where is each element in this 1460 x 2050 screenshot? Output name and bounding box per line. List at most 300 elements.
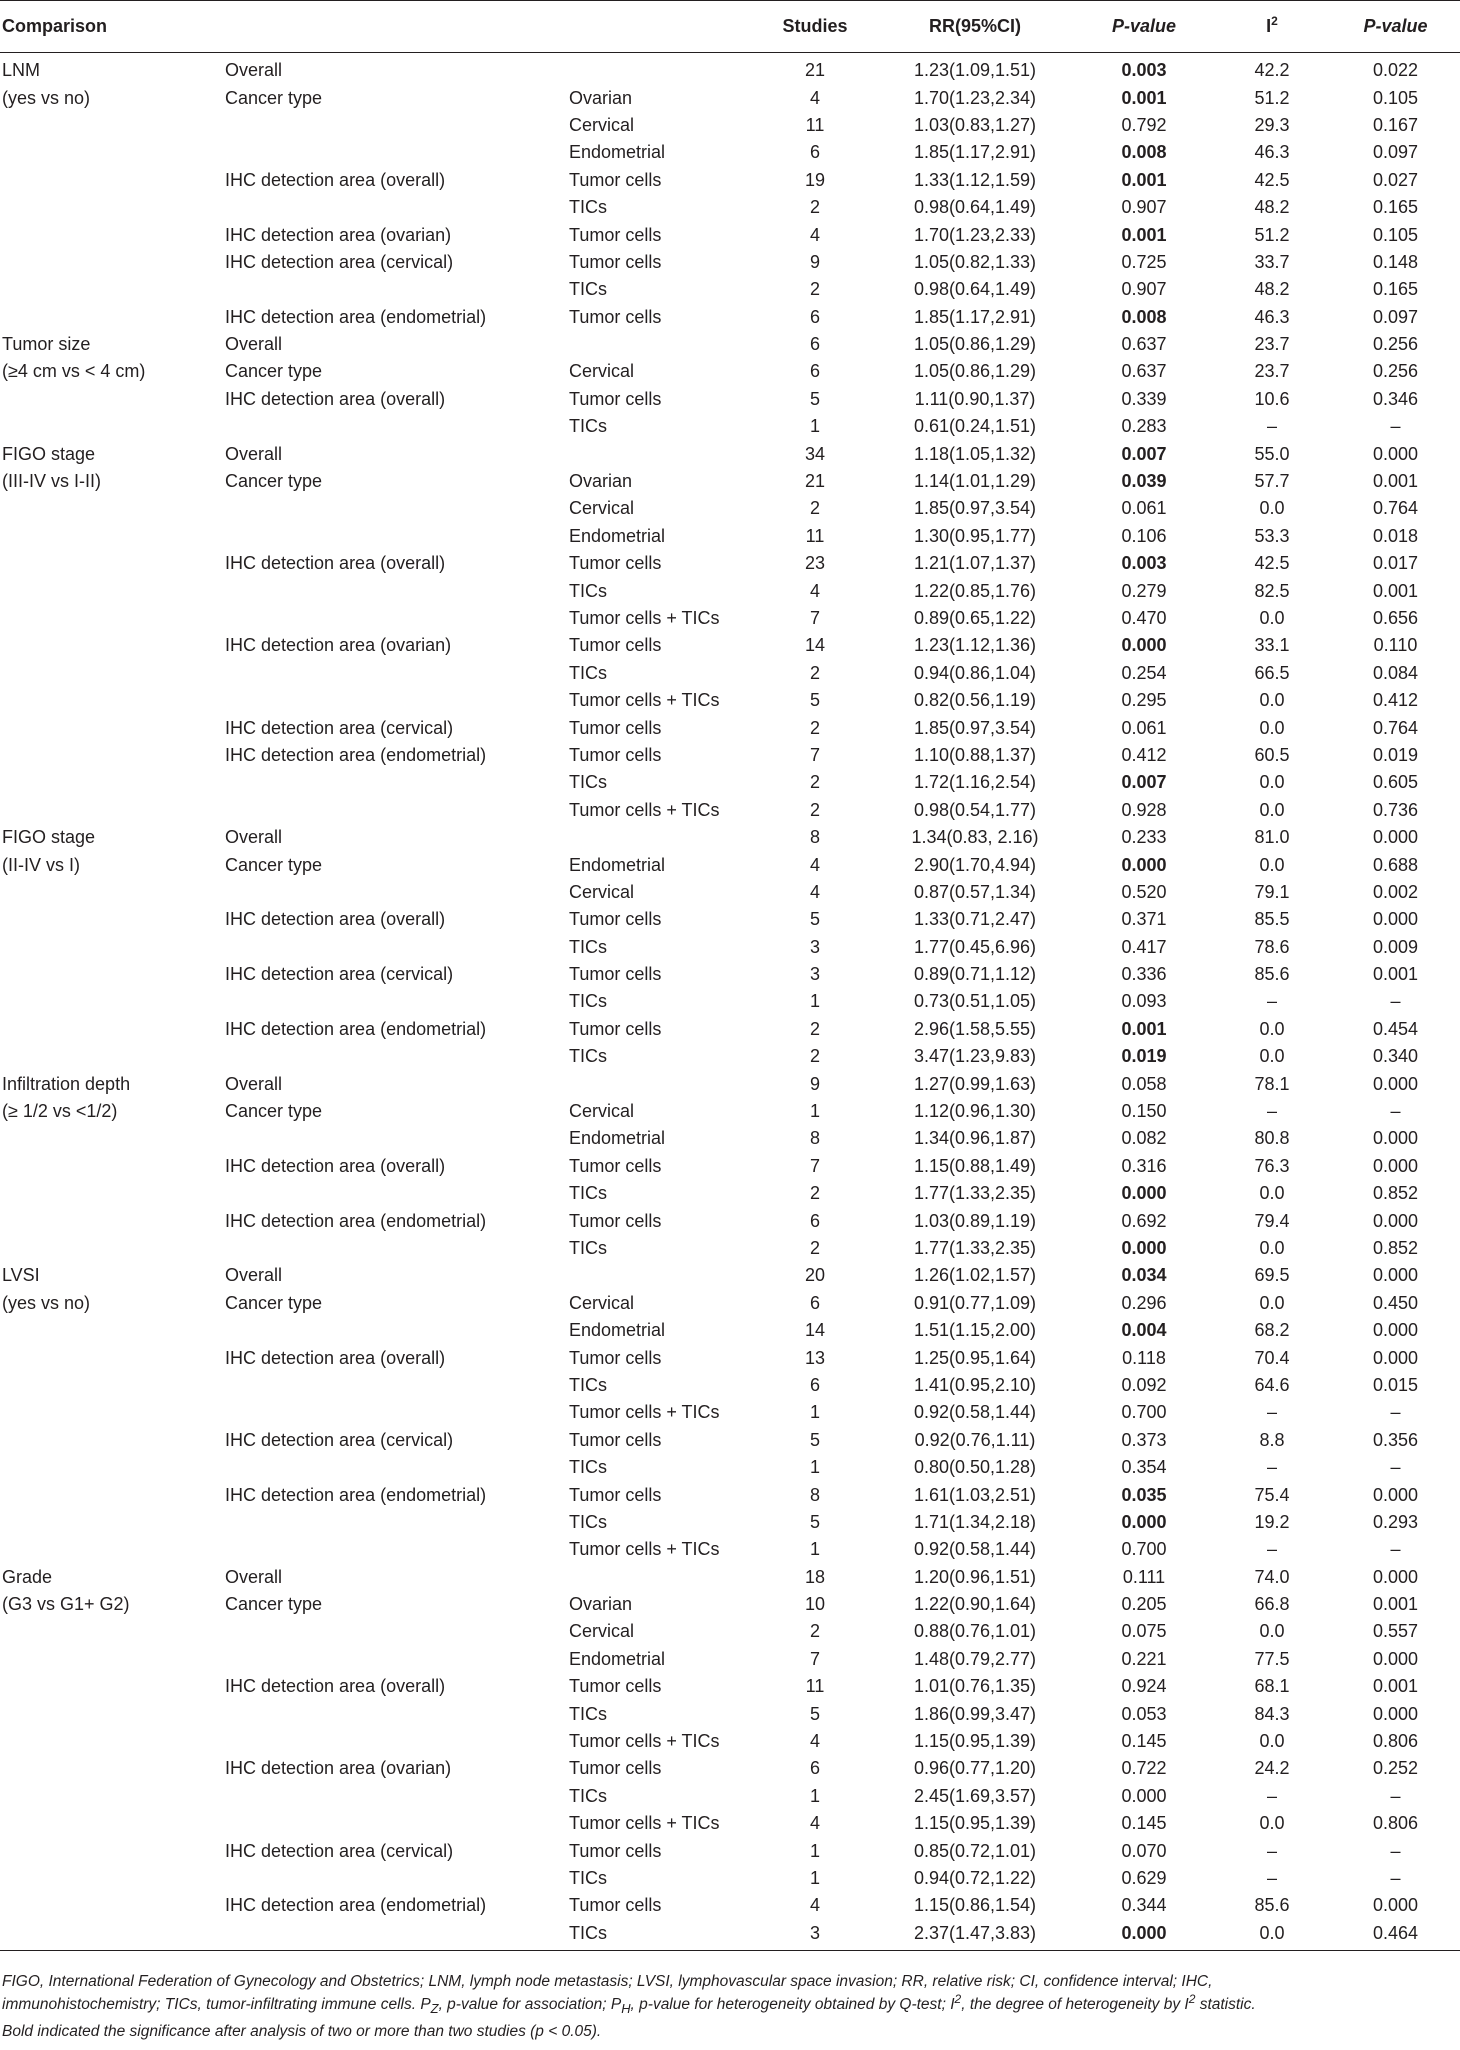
rr-cell: 0.87(0.57,1.34) bbox=[913, 881, 1037, 902]
i2-cell: 42.2 bbox=[1254, 60, 1290, 81]
i2-cell: – bbox=[1266, 1840, 1277, 1861]
header-p-value-text: P-value bbox=[1111, 16, 1177, 36]
category-cell bbox=[569, 1070, 755, 1097]
table-row bbox=[0, 1317, 1460, 1344]
rr-cell: 0.96(0.77,1.20) bbox=[913, 1758, 1037, 1779]
i2-cell: 85.6 bbox=[1254, 964, 1290, 985]
p-value-cell: 0.082 bbox=[1121, 1128, 1167, 1149]
table-row bbox=[0, 742, 1460, 769]
i2-cell: 80.8 bbox=[1254, 1128, 1290, 1149]
rr-cell: 0.98(0.64,1.49) bbox=[913, 197, 1037, 218]
studies-cell: 3 bbox=[755, 1920, 875, 1951]
category-cell: TICs bbox=[569, 1703, 607, 1724]
p-value-cell: 0.000 bbox=[1121, 635, 1167, 656]
subgroup-cell bbox=[225, 1235, 569, 1262]
rr-cell: 1.22(0.85,1.76) bbox=[913, 580, 1037, 601]
i2-cell: 60.5 bbox=[1254, 744, 1290, 765]
p-heterogeneity-cell: 0.000 bbox=[1372, 909, 1419, 930]
i2-cell: – bbox=[1266, 1101, 1277, 1122]
category-cell: Tumor cells bbox=[569, 306, 662, 327]
category-cell bbox=[569, 440, 755, 467]
p-heterogeneity-cell: 0.027 bbox=[1372, 169, 1419, 190]
subgroup-cell: IHC detection area (endometrial) bbox=[225, 306, 487, 327]
i2-cell: 68.2 bbox=[1254, 1320, 1290, 1341]
p-value-cell: 0.907 bbox=[1121, 279, 1167, 300]
category-cell: Tumor cells bbox=[569, 1484, 662, 1505]
i2-cell: 85.6 bbox=[1254, 1895, 1290, 1916]
comparison-cell: FIGO stage bbox=[2, 443, 96, 464]
studies-cell: 4 bbox=[809, 580, 820, 601]
p-value-cell: 0.004 bbox=[1121, 1320, 1167, 1341]
comparison-cell bbox=[0, 1317, 225, 1344]
table-row bbox=[0, 1481, 1460, 1508]
studies-cell: 6 bbox=[809, 306, 820, 327]
i2-cell: – bbox=[1266, 1402, 1277, 1423]
rr-cell: 1.77(1.33,2.35) bbox=[913, 1183, 1037, 1204]
comparison-cell bbox=[0, 1207, 225, 1234]
p-value-cell: 0.928 bbox=[1121, 799, 1167, 820]
studies-cell: 11 bbox=[805, 1676, 825, 1697]
table-row bbox=[0, 276, 1460, 303]
table-row bbox=[0, 1700, 1460, 1727]
rr-cell: 1.05(0.86,1.29) bbox=[913, 361, 1037, 382]
category-cell: Tumor cells + TICs bbox=[569, 608, 720, 628]
comparison-cell bbox=[0, 1837, 225, 1864]
category-cell: TICs bbox=[569, 1183, 607, 1204]
comparison-cell bbox=[0, 1043, 225, 1070]
rr-cell: 1.86(0.99,3.47) bbox=[913, 1703, 1037, 1724]
p-value-cell: 0.007 bbox=[1121, 443, 1167, 464]
table-row bbox=[0, 1892, 1460, 1919]
i2-cell: 0.0 bbox=[1259, 854, 1285, 875]
subgroup-cell bbox=[225, 797, 569, 824]
p-heterogeneity-cell: 0.105 bbox=[1372, 224, 1419, 245]
rr-cell: 1.03(0.83,1.27) bbox=[913, 114, 1037, 135]
table-row bbox=[0, 1372, 1460, 1399]
studies-cell: 19 bbox=[804, 169, 826, 190]
header-blank-2 bbox=[569, 1, 755, 53]
p-value-cell: 0.008 bbox=[1121, 306, 1167, 327]
header-i2-text: I bbox=[1266, 16, 1272, 36]
table-row bbox=[0, 1098, 1460, 1125]
comparison-cell bbox=[0, 934, 225, 961]
category-cell: Tumor cells bbox=[569, 964, 662, 985]
comparison-cell: (≥ 1/2 vs <1/2) bbox=[2, 1101, 118, 1122]
p-value-cell: 0.039 bbox=[1121, 471, 1167, 492]
studies-cell: 4 bbox=[809, 1731, 820, 1752]
table-row bbox=[0, 1755, 1460, 1782]
header-row bbox=[0, 1, 1460, 53]
table-row bbox=[0, 879, 1460, 906]
rr-cell: 0.82(0.56,1.19) bbox=[913, 690, 1037, 711]
studies-cell: 4 bbox=[809, 87, 820, 108]
i2-cell: 23.7 bbox=[1254, 334, 1290, 355]
footnote-line-2 bbox=[2, 1993, 1457, 2020]
p-value-cell: 0.118 bbox=[1122, 1347, 1166, 1368]
p-heterogeneity-cell: 0.356 bbox=[1372, 1429, 1419, 1450]
category-cell: Cervical bbox=[569, 881, 635, 902]
i2-cell: 0.0 bbox=[1259, 1292, 1285, 1313]
rr-cell: 0.73(0.51,1.05) bbox=[913, 991, 1037, 1012]
p-heterogeneity-cell: – bbox=[1390, 1785, 1401, 1806]
comparison-cell: (III-IV vs I-II) bbox=[2, 471, 101, 492]
header-p-heterogeneity bbox=[1331, 1, 1460, 53]
table-row bbox=[0, 577, 1460, 604]
p-value-cell: 0.145 bbox=[1121, 1731, 1167, 1752]
comparison-cell bbox=[0, 1125, 225, 1152]
studies-cell: 14 bbox=[804, 1320, 826, 1341]
category-cell: Ovarian bbox=[569, 471, 633, 492]
i2-cell: – bbox=[1266, 416, 1277, 437]
p-heterogeneity-cell: 0.000 bbox=[1372, 1484, 1419, 1505]
i2-cell: 0.0 bbox=[1259, 1046, 1285, 1067]
comparison-cell bbox=[0, 1673, 225, 1700]
comparison-cell bbox=[0, 714, 225, 741]
category-cell: TICs bbox=[569, 1785, 607, 1806]
comparison-cell bbox=[0, 742, 225, 769]
p-value-cell: 0.373 bbox=[1121, 1429, 1167, 1450]
p-heterogeneity-cell: 0.018 bbox=[1372, 525, 1419, 546]
p-value-cell: 0.000 bbox=[1121, 1785, 1167, 1806]
i2-cell: 79.4 bbox=[1254, 1210, 1290, 1231]
studies-cell: 21 bbox=[804, 60, 826, 81]
p-value-cell: 0.035 bbox=[1121, 1484, 1167, 1505]
p-heterogeneity-cell: 0.165 bbox=[1372, 197, 1419, 218]
table-row bbox=[0, 358, 1460, 385]
studies-cell: 6 bbox=[809, 1374, 820, 1395]
i2-cell: 79.1 bbox=[1254, 881, 1290, 902]
category-cell: Cervical bbox=[569, 361, 635, 382]
category-cell: Tumor cells + TICs bbox=[569, 1402, 720, 1423]
i2-cell: 0.0 bbox=[1259, 498, 1285, 519]
header-p-value bbox=[1075, 1, 1213, 53]
subgroup-cell bbox=[225, 1180, 569, 1207]
comparison-cell: (yes vs no) bbox=[2, 1292, 91, 1313]
studies-cell: 8 bbox=[809, 1128, 820, 1149]
p-value-cell: 0.221 bbox=[1121, 1648, 1167, 1669]
comparison-cell bbox=[0, 605, 225, 632]
table-row bbox=[0, 1454, 1460, 1481]
comparison-cell bbox=[0, 112, 225, 139]
subgroup-cell: Cancer type bbox=[225, 854, 323, 875]
subgroup-cell: Overall bbox=[225, 1566, 283, 1587]
i2-cell: 82.5 bbox=[1254, 580, 1290, 601]
p-value-cell: 0.924 bbox=[1121, 1676, 1167, 1697]
category-cell: Cervical bbox=[569, 1621, 635, 1642]
subgroup-cell bbox=[225, 1700, 569, 1727]
p-heterogeneity-cell: 0.001 bbox=[1372, 1676, 1419, 1697]
table-row bbox=[0, 221, 1460, 248]
p-heterogeneity-cell: 0.656 bbox=[1372, 608, 1419, 628]
studies-cell: 11 bbox=[805, 114, 825, 135]
header-rr: RR(95%CI) bbox=[875, 1, 1075, 53]
rr-cell: 1.10(0.88,1.37) bbox=[913, 744, 1037, 765]
table-row bbox=[0, 112, 1460, 139]
category-cell: TICs bbox=[569, 416, 607, 437]
subgroup-cell bbox=[225, 1536, 569, 1563]
comparison-cell bbox=[0, 1180, 225, 1207]
i2-cell: 53.3 bbox=[1254, 525, 1290, 546]
p-value-cell: 0.792 bbox=[1121, 114, 1167, 135]
rr-cell: 0.98(0.54,1.77) bbox=[913, 799, 1037, 820]
rr-cell: 1.48(0.79,2.77) bbox=[913, 1648, 1037, 1669]
table-row bbox=[0, 1344, 1460, 1371]
header-blank-1 bbox=[225, 1, 569, 53]
p-heterogeneity-cell: 0.167 bbox=[1372, 114, 1419, 135]
studies-cell: 7 bbox=[809, 1648, 820, 1669]
p-heterogeneity-cell: 0.000 bbox=[1372, 1073, 1419, 1094]
i2-cell: 48.2 bbox=[1254, 279, 1290, 300]
studies-cell: 11 bbox=[805, 525, 825, 546]
comparison-cell: FIGO stage bbox=[2, 827, 96, 848]
table-row bbox=[0, 961, 1460, 988]
table-row bbox=[0, 413, 1460, 440]
table-row bbox=[0, 331, 1460, 358]
comparison-cell bbox=[0, 249, 225, 276]
category-cell: TICs bbox=[569, 936, 607, 957]
table-row bbox=[0, 53, 1460, 85]
rr-cell: 1.77(0.45,6.96) bbox=[913, 936, 1037, 957]
table-row bbox=[0, 660, 1460, 687]
subgroup-cell bbox=[225, 139, 569, 166]
category-cell bbox=[569, 824, 755, 851]
studies-cell: 2 bbox=[809, 717, 820, 738]
p-heterogeneity-cell: 0.001 bbox=[1372, 1594, 1419, 1615]
category-cell: TICs bbox=[569, 279, 607, 300]
p-heterogeneity-cell: 0.852 bbox=[1372, 1237, 1419, 1258]
comparison-cell: LVSI bbox=[2, 1265, 40, 1286]
category-cell: TICs bbox=[569, 1457, 607, 1478]
p-heterogeneity-cell: – bbox=[1390, 1457, 1401, 1478]
studies-cell: 1 bbox=[809, 1867, 820, 1888]
header-i2-sup: 2 bbox=[1271, 14, 1278, 28]
p-value-cell: 0.001 bbox=[1121, 224, 1167, 245]
p-value-cell: 0.907 bbox=[1121, 197, 1167, 218]
p-heterogeneity-cell: 0.000 bbox=[1372, 1895, 1419, 1916]
footnote-i2-sup: 2 bbox=[954, 1991, 962, 2006]
category-cell bbox=[569, 53, 755, 85]
table-row bbox=[0, 495, 1460, 522]
i2-cell: 0.0 bbox=[1259, 772, 1285, 793]
comparison-cell bbox=[0, 1755, 225, 1782]
subgroup-cell: IHC detection area (cervical) bbox=[225, 1429, 454, 1450]
subgroup-cell: IHC detection area (overall) bbox=[225, 169, 446, 190]
p-heterogeneity-cell: 0.340 bbox=[1372, 1046, 1419, 1067]
i2-cell: – bbox=[1266, 991, 1277, 1012]
i2-cell: – bbox=[1266, 1785, 1277, 1806]
rr-cell: 1.71(1.34,2.18) bbox=[913, 1511, 1037, 1532]
i2-cell: 48.2 bbox=[1254, 197, 1290, 218]
p-value-cell: 0.106 bbox=[1121, 525, 1167, 546]
i2-cell: 0.0 bbox=[1259, 1237, 1285, 1258]
i2-cell: 0.0 bbox=[1259, 1018, 1285, 1039]
category-cell: Cervical bbox=[569, 114, 635, 135]
comparison-cell bbox=[0, 1427, 225, 1454]
studies-cell: 2 bbox=[809, 498, 820, 519]
p-value-cell: 0.295 bbox=[1121, 690, 1167, 711]
subgroup-cell: Overall bbox=[225, 1265, 283, 1286]
studies-cell: 7 bbox=[809, 608, 820, 628]
p-heterogeneity-cell: 0.001 bbox=[1372, 580, 1419, 601]
studies-cell: 4 bbox=[809, 854, 820, 875]
footnote-pz-sub: Z bbox=[430, 2001, 439, 2017]
p-heterogeneity-cell: 0.001 bbox=[1372, 471, 1419, 492]
comparison-cell bbox=[0, 1344, 225, 1371]
p-value-cell: 0.001 bbox=[1121, 169, 1167, 190]
subgroup-cell bbox=[225, 1399, 569, 1426]
subgroup-cell bbox=[225, 194, 569, 221]
subgroup-cell: Overall bbox=[225, 334, 283, 355]
subgroup-cell bbox=[225, 1317, 569, 1344]
subgroup-cell: IHC detection area (endometrial) bbox=[225, 1210, 487, 1231]
i2-cell: 0.0 bbox=[1259, 717, 1285, 738]
table-row bbox=[0, 906, 1460, 933]
comparison-cell bbox=[0, 769, 225, 796]
category-cell: Tumor cells + TICs bbox=[569, 690, 720, 711]
category-cell bbox=[569, 1563, 755, 1590]
studies-cell: 1 bbox=[809, 1539, 820, 1560]
studies-cell: 4 bbox=[809, 1813, 820, 1834]
rr-cell: 1.30(0.95,1.77) bbox=[913, 525, 1037, 546]
p-value-cell: 0.007 bbox=[1121, 772, 1167, 793]
category-cell: Cervical bbox=[569, 498, 635, 519]
comparison-cell bbox=[0, 879, 225, 906]
category-cell: TICs bbox=[569, 1511, 607, 1532]
subgroup-cell: Cancer type bbox=[225, 1292, 323, 1313]
rr-cell: 2.90(1.70,4.94) bbox=[913, 854, 1037, 875]
rr-cell: 1.01(0.76,1.35) bbox=[913, 1676, 1037, 1697]
studies-cell: 9 bbox=[809, 1073, 820, 1094]
comparison-cell bbox=[0, 988, 225, 1015]
comparison-cell: LNM bbox=[2, 60, 41, 81]
p-heterogeneity-cell: 0.000 bbox=[1372, 443, 1419, 464]
table-row bbox=[0, 1125, 1460, 1152]
subgroup-cell: Cancer type bbox=[225, 87, 323, 108]
p-heterogeneity-cell: 0.806 bbox=[1372, 1813, 1419, 1834]
subgroup-cell bbox=[225, 413, 569, 440]
table-row bbox=[0, 988, 1460, 1015]
i2-cell: 33.7 bbox=[1254, 251, 1290, 272]
rr-cell: 0.91(0.77,1.09) bbox=[913, 1292, 1037, 1313]
rr-cell: 0.92(0.58,1.44) bbox=[913, 1402, 1037, 1423]
comparison-cell bbox=[0, 1810, 225, 1837]
rr-cell: 1.20(0.96,1.51) bbox=[913, 1566, 1037, 1587]
table-body bbox=[0, 53, 1460, 1951]
studies-cell: 5 bbox=[809, 1429, 820, 1450]
p-heterogeneity-cell: – bbox=[1390, 991, 1401, 1012]
table-row bbox=[0, 1509, 1460, 1536]
subgroup-cell: Overall bbox=[225, 60, 283, 81]
category-cell: TICs bbox=[569, 1374, 607, 1395]
comparison-cell bbox=[0, 550, 225, 577]
rr-cell: 1.85(1.17,2.91) bbox=[913, 142, 1037, 163]
rr-cell: 0.92(0.58,1.44) bbox=[913, 1539, 1037, 1560]
comparison-cell: (II-IV vs I) bbox=[2, 854, 80, 875]
studies-cell: 18 bbox=[804, 1566, 826, 1587]
rr-cell: 1.77(1.33,2.35) bbox=[913, 1237, 1037, 1258]
studies-cell: 7 bbox=[809, 744, 820, 765]
category-cell bbox=[569, 1262, 755, 1289]
i2-cell: 68.1 bbox=[1254, 1676, 1290, 1697]
subgroup-cell: IHC detection area (overall) bbox=[225, 909, 446, 930]
subgroup-cell: Cancer type bbox=[225, 1594, 323, 1615]
studies-cell: 1 bbox=[809, 1457, 820, 1478]
subgroup-cell bbox=[225, 769, 569, 796]
p-heterogeneity-cell: – bbox=[1390, 1539, 1401, 1560]
p-heterogeneity-cell: 0.105 bbox=[1372, 87, 1419, 108]
studies-cell: 2 bbox=[809, 1621, 820, 1642]
category-cell: Tumor cells bbox=[569, 388, 662, 409]
p-heterogeneity-cell: 0.000 bbox=[1372, 1128, 1419, 1149]
category-cell: Tumor cells bbox=[569, 909, 662, 930]
i2-cell: 10.6 bbox=[1254, 388, 1290, 409]
studies-cell: 2 bbox=[809, 1046, 820, 1067]
category-cell: Tumor cells bbox=[569, 1347, 662, 1368]
table-row bbox=[0, 1399, 1460, 1426]
subgroup-cell bbox=[225, 660, 569, 687]
i2-cell: 0.0 bbox=[1259, 1621, 1285, 1642]
subgroup-cell: IHC detection area (cervical) bbox=[225, 1840, 454, 1861]
rr-cell: 1.11(0.90,1.37) bbox=[914, 388, 1036, 409]
comparison-cell: Grade bbox=[2, 1566, 53, 1587]
studies-cell: 3 bbox=[809, 964, 820, 985]
subgroup-cell bbox=[225, 495, 569, 522]
rr-cell: 1.23(1.12,1.36) bbox=[913, 635, 1037, 656]
category-cell: TICs bbox=[569, 1046, 607, 1067]
rr-cell: 0.89(0.71,1.12) bbox=[913, 964, 1037, 985]
comparison-cell: (≥4 cm vs < 4 cm) bbox=[2, 361, 146, 382]
category-cell bbox=[569, 331, 755, 358]
studies-cell: 5 bbox=[809, 1703, 820, 1724]
p-heterogeneity-cell: – bbox=[1390, 1101, 1401, 1122]
studies-cell: 5 bbox=[809, 690, 820, 711]
rr-cell: 1.72(1.16,2.54) bbox=[913, 772, 1037, 793]
i2-cell: 84.3 bbox=[1254, 1703, 1290, 1724]
studies-cell: 8 bbox=[809, 827, 820, 848]
footnote-line-1: FIGO, International Federation of Gynecology and Obstetrics; LNM, lymph node metastasis; LVSI, lymphovascular space invasion; RR, relative risk; CI, confidence interval; IHC, bbox=[2, 1973, 1213, 1990]
comparison-cell bbox=[0, 1153, 225, 1180]
rr-cell: 0.61(0.24,1.51) bbox=[913, 416, 1037, 437]
subgroup-cell: Overall bbox=[225, 443, 283, 464]
p-value-cell: 0.205 bbox=[1121, 1594, 1167, 1615]
rr-cell: 1.26(1.02,1.57) bbox=[913, 1265, 1037, 1286]
table-row bbox=[0, 1536, 1460, 1563]
p-heterogeneity-cell: 0.165 bbox=[1372, 279, 1419, 300]
rr-cell: 1.15(0.95,1.39) bbox=[913, 1813, 1037, 1834]
table-row bbox=[0, 687, 1460, 714]
p-heterogeneity-cell: 0.000 bbox=[1372, 1648, 1419, 1669]
p-value-cell: 0.344 bbox=[1121, 1895, 1167, 1916]
p-value-cell: 0.150 bbox=[1121, 1101, 1167, 1122]
i2-cell: 0.0 bbox=[1259, 608, 1285, 628]
p-value-cell: 0.233 bbox=[1121, 827, 1167, 848]
p-value-cell: 0.629 bbox=[1121, 1867, 1167, 1888]
table-row bbox=[0, 1865, 1460, 1892]
subgroup-cell bbox=[225, 1372, 569, 1399]
p-value-cell: 0.034 bbox=[1121, 1265, 1167, 1286]
rr-cell: 1.15(0.95,1.39) bbox=[913, 1731, 1037, 1752]
p-heterogeneity-cell: 0.256 bbox=[1372, 334, 1419, 355]
table-row bbox=[0, 1563, 1460, 1590]
i2-cell: 57.7 bbox=[1254, 471, 1290, 492]
p-heterogeneity-cell: 0.252 bbox=[1372, 1758, 1419, 1779]
comparison-cell bbox=[0, 1892, 225, 1919]
subgroup-cell: IHC detection area (endometrial) bbox=[225, 744, 487, 765]
table-row bbox=[0, 386, 1460, 413]
studies-cell: 34 bbox=[804, 443, 826, 464]
studies-cell: 23 bbox=[804, 553, 826, 574]
p-value-cell: 0.470 bbox=[1121, 608, 1167, 628]
